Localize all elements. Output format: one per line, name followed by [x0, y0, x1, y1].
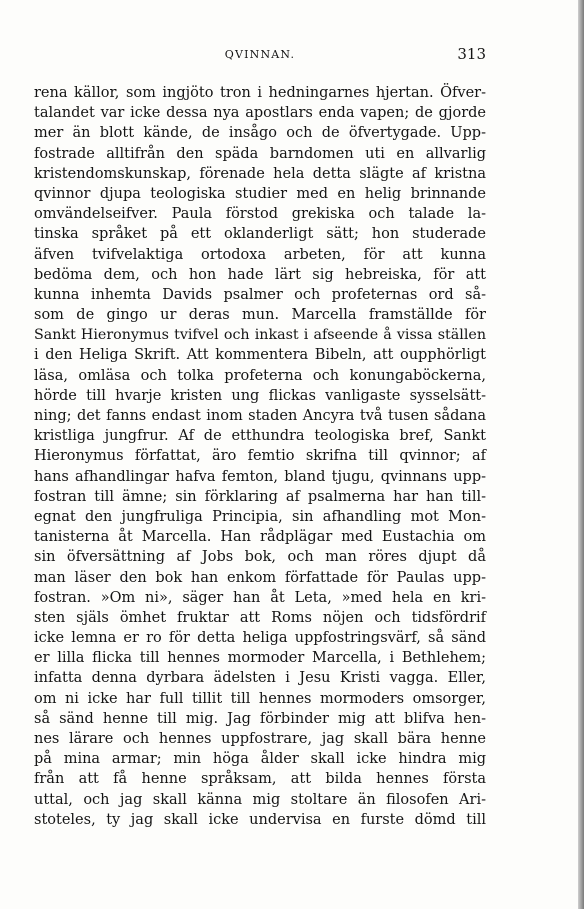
text-line: kristendomskunskap, förenade hela detta slägte af kristna: [34, 165, 486, 182]
text-line: i den Heliga Skrift. Att kommentera Bibeln, att oupphörligt: [34, 347, 486, 364]
text-line: kunna inhemta Davids psalmer och profeternas ord så-: [34, 286, 486, 303]
text-line: fostran till ämne; sin förklaring af psalmerna har han till-: [34, 488, 486, 505]
text-line: hans afhandlingar hafva femton, bland tjugu, qvinnans upp-: [34, 468, 486, 485]
text-line: kristliga jungfrur. Af de etthundra teologiska bref, Sankt: [34, 428, 486, 445]
text-line: sin öfversättning af Jobs bok, och man röres djupt då: [34, 549, 486, 566]
text-line: äfven tvifvelaktiga ortodoxa arbeten, för att kunna: [34, 246, 486, 263]
text-line: omvändelseifver. Paula förstod grekiska och talade la-: [34, 206, 486, 223]
text-line: uttal, och jag skall känna mig stoltare än filosofen Ari-: [34, 791, 486, 808]
text-line: från att få henne språksam, att bilda hennes första: [34, 771, 486, 788]
text-line: tinska språket på ett oklanderligt sätt; hon studerade: [34, 226, 486, 243]
text-line: er lilla flicka till hennes mormoder Marcella, i Bethlehem;: [34, 650, 486, 667]
page-number: 313: [457, 45, 486, 63]
text-line: nes lärare och hennes uppfostrare, jag skall bära henne: [34, 731, 486, 747]
text-line: fostran. »Om ni», säger han åt Leta, »med hela en kri-: [34, 589, 486, 606]
text-line: om ni icke har full tillit till hennes mormoders omsorger,: [34, 690, 486, 707]
text-line: qvinnor djupa teologiska studier med en helig brinnande: [34, 185, 486, 202]
running-head: [34, 45, 486, 67]
text-line: Sankt Hieronymus tvifvel och inkast i afseende å vissa ställen: [34, 327, 486, 344]
text-line: rena källor, som ingjöto tron i hedningarnes hjertan. Öfver-: [34, 85, 486, 101]
text-line: ning; det fanns endast inom staden Ancyra två tusen sådana: [34, 408, 486, 424]
text-line: fostrade alltifrån den späda barndomen uti en allvarlig: [34, 145, 486, 162]
text-line: egnat den jungfruliga Principia, sin afhandling mot Mon-: [34, 508, 486, 525]
text-line: som de gingo ur deras mun. Marcella framställde för: [34, 307, 486, 324]
text-line: stoteles, ty jag skall icke undervisa en furste dömd till: [34, 811, 486, 828]
running-title: QVINNAN.: [224, 48, 296, 61]
body-text: [34, 83, 486, 830]
page-edge-shadow: [578, 0, 584, 909]
text-line: läsa, omläsa och tolka profeterna och konungaböckerna,: [34, 367, 486, 384]
text-line: infatta denna dyrbara ädelsten i Jesu Kristi vagga. Eller,: [34, 670, 486, 687]
text-line: talandet var icke dessa nya apostlars enda vapen; de gjorde: [34, 105, 486, 122]
text-line: bedöma dem, och hon hade lärt sig hebreiska, för att: [34, 266, 486, 283]
text-line: Hieronymus författat, äro femtio skrifna till qvinnor; af: [34, 448, 486, 465]
text-line: hörde till hvarje kristen ung flickas vanligaste sysselsätt-: [34, 387, 486, 404]
text-line: tanisterna åt Marcella. Han rådplägar med Eustachia om: [34, 529, 486, 546]
text-line: så sänd henne till mig. Jag förbinder mig att blifva hen-: [34, 710, 486, 727]
text-line: på mina armar; min höga ålder skall icke hindra mig: [34, 751, 486, 768]
text-line: sten själs ömhet fruktar att Roms nöjen och tidsfördrif: [34, 609, 486, 626]
text-line: man läser den bok han enkom författade för Paulas upp-: [34, 569, 486, 586]
text-line: icke lemna er ro för detta heliga uppfostringsvärf, så sänd: [34, 630, 486, 647]
text-line: mer än blott kände, de insågo och de öfvertygade. Upp-: [34, 125, 486, 142]
